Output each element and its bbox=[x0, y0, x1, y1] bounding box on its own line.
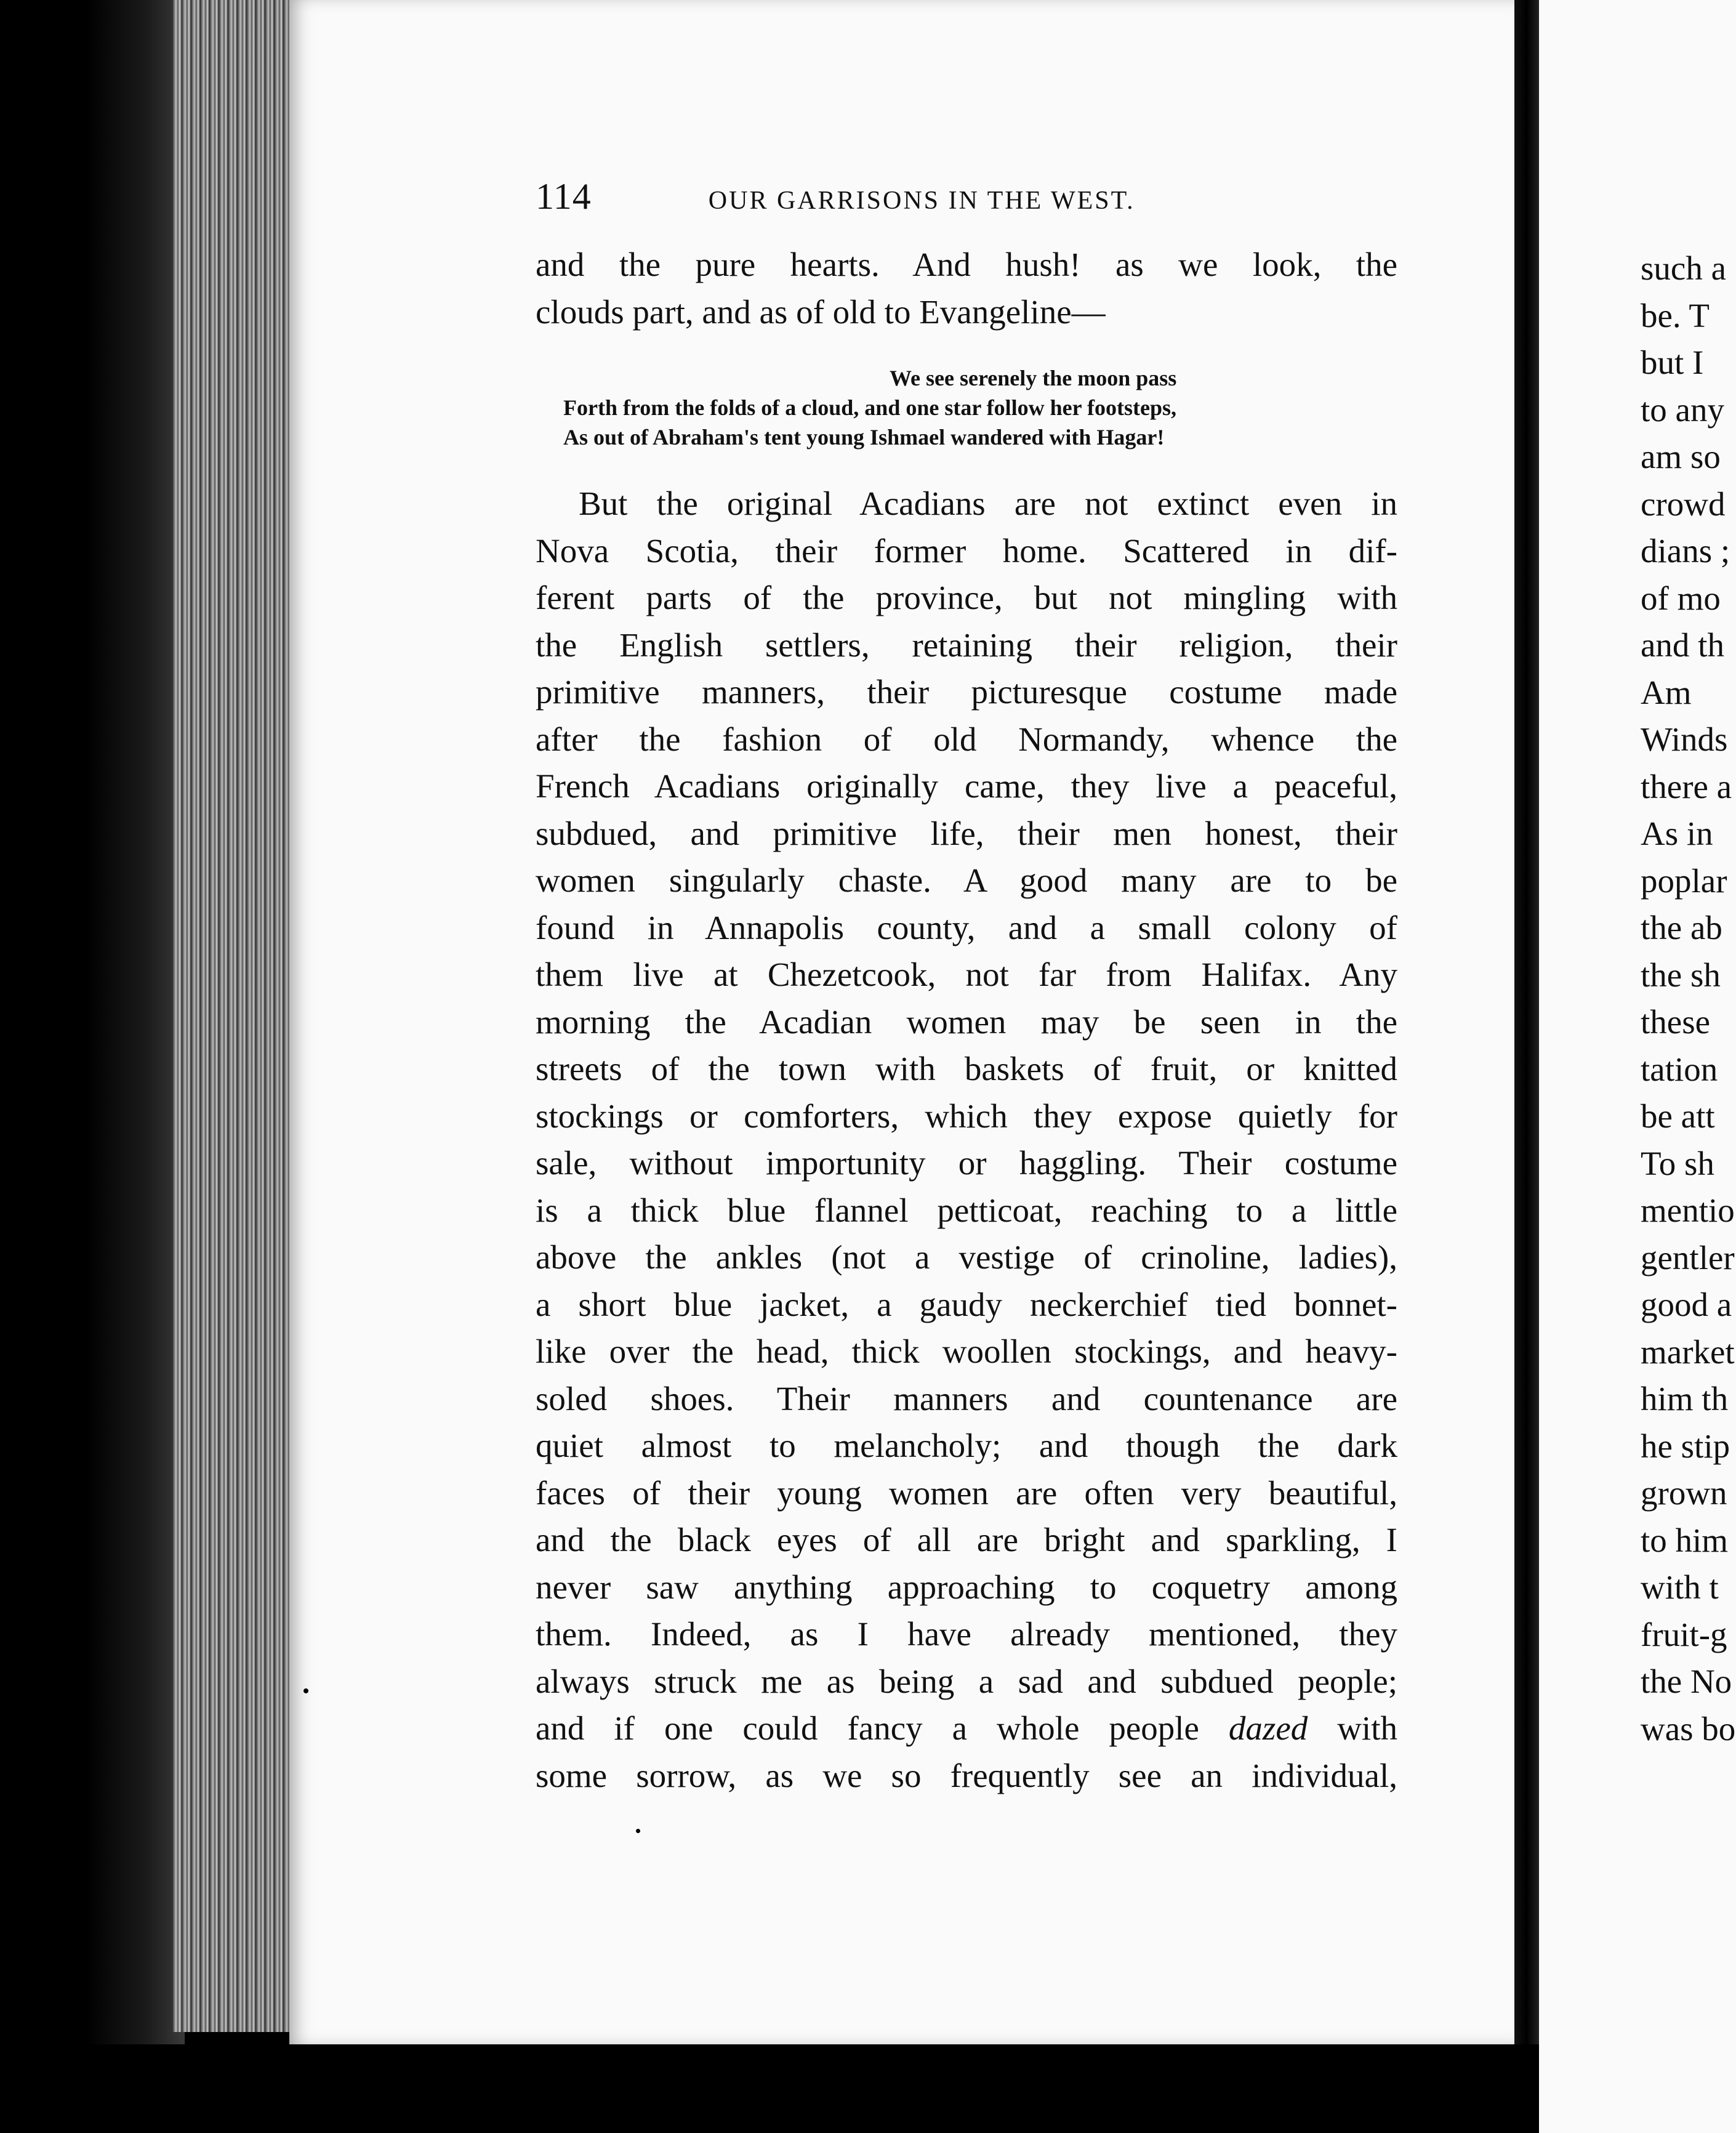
fragment-line: be. T bbox=[1641, 296, 1710, 334]
text-line: primitive manners, their picturesque costume made bbox=[536, 673, 1397, 711]
fragment-line: mentio bbox=[1641, 1191, 1735, 1229]
fragment-line: he stip bbox=[1641, 1427, 1730, 1465]
fragment-line: such a bbox=[1641, 249, 1726, 287]
fragment-line: and th bbox=[1641, 626, 1724, 664]
fragment-line: be att bbox=[1641, 1097, 1715, 1135]
page-edges bbox=[172, 0, 295, 2032]
fragment-line: the ab bbox=[1641, 909, 1722, 946]
running-head bbox=[536, 175, 1219, 225]
fragment-line: fruit-g bbox=[1641, 1615, 1727, 1653]
text-line: Nova Scotia, their former home. Scattered in dif- bbox=[536, 531, 1397, 570]
fragment-line: market bbox=[1641, 1333, 1735, 1371]
text-line: clouds part, and as of old to Evangeline— bbox=[536, 292, 1106, 331]
right-page-fragment bbox=[1539, 0, 1736, 2133]
text-line: women singularly chaste. A good many are to be bbox=[536, 861, 1397, 899]
fragment-line: grown bbox=[1641, 1474, 1727, 1512]
text-line: after the fashion of old Normandy, whence the bbox=[536, 720, 1397, 758]
text-line: some sorrow, as we so frequently see an individual, bbox=[536, 1756, 1397, 1794]
text-line: French Acadians originally came, they live a peaceful, bbox=[536, 767, 1397, 805]
fragment-line: to him bbox=[1641, 1521, 1729, 1559]
fragment-line: poplar bbox=[1641, 861, 1727, 900]
fragment-line: these bbox=[1641, 1003, 1711, 1041]
fragment-line: but I bbox=[1641, 344, 1704, 381]
text-line: them. Indeed, as I have already mentioned, they bbox=[536, 1615, 1397, 1653]
text-line: But the original Acadians are not extinct even in bbox=[579, 485, 1397, 522]
fragment-line: am so bbox=[1641, 438, 1721, 475]
text-line: faces of their young women are often very beautiful, bbox=[536, 1474, 1397, 1512]
verse-line: As out of Abraham's tent young Ishmael wandered with Hagar! bbox=[563, 425, 1165, 450]
text-segment: with bbox=[1308, 1709, 1397, 1747]
verse-quotation bbox=[563, 363, 1364, 452]
fragment-line: tation bbox=[1641, 1050, 1718, 1088]
text-line: streets of the town with baskets of fruit, or knitted bbox=[536, 1050, 1397, 1087]
fragment-line: good a bbox=[1641, 1286, 1732, 1323]
bottom-margin-dark bbox=[0, 2044, 1539, 2133]
italic-word: dazed bbox=[1228, 1709, 1308, 1747]
fragment-line: with t bbox=[1641, 1568, 1719, 1606]
right-page-text bbox=[1641, 245, 1736, 1752]
fragment-line: to any bbox=[1641, 390, 1724, 429]
page-number: 114 bbox=[536, 176, 592, 217]
fragment-line: Am bbox=[1641, 673, 1692, 711]
text-line: found in Annapolis county, and a small colony of bbox=[536, 908, 1397, 946]
text-line: subdued, and primitive life, their men honest, their bbox=[536, 814, 1397, 852]
fragment-line: gentler bbox=[1641, 1238, 1735, 1276]
text-segment: and if one could fancy a whole people bbox=[536, 1709, 1229, 1747]
book-gutter bbox=[1514, 0, 1539, 2133]
text-line: is a thick blue flannel petticoat, reaching to a little bbox=[536, 1191, 1397, 1229]
text-line: morning the Acadian women may be seen in the bbox=[536, 1002, 1397, 1041]
text-line: above the ankles (not a vestige of crinoline, ladies), bbox=[536, 1238, 1397, 1276]
fragment-line: dians ; bbox=[1641, 532, 1730, 570]
speck-mark bbox=[303, 1688, 308, 1693]
text-line: quiet almost to melancholy; and though the dark bbox=[536, 1427, 1397, 1464]
intro-paragraph bbox=[536, 241, 1397, 336]
page-edges-shadow bbox=[86, 0, 185, 2133]
fragment-line: the No bbox=[1641, 1663, 1732, 1700]
fragment-line: there a bbox=[1641, 767, 1732, 805]
text-line: and the pure hearts. And hush! as we look, the bbox=[536, 246, 1397, 283]
main-paragraph bbox=[536, 480, 1397, 1799]
fragment-line: was bo bbox=[1641, 1709, 1736, 1748]
text-line: stockings or comforters, which they expose quietly for bbox=[536, 1097, 1397, 1135]
fragment-line: him th bbox=[1641, 1380, 1729, 1417]
verse-line: We see serenely the moon pass bbox=[890, 366, 1177, 390]
verse-line: Forth from the folds of a cloud, and one star follow her footsteps, bbox=[563, 395, 1176, 420]
fragment-line: crowd bbox=[1641, 485, 1726, 523]
text-line: a short blue jacket, a gaudy neckerchief tied bonnet- bbox=[536, 1285, 1397, 1323]
text-line: and the black eyes of all are bright and sparkling, I bbox=[536, 1521, 1397, 1558]
fragment-line: of mo bbox=[1641, 579, 1721, 617]
text-line: like over the head, thick woollen stockings, and heavy- bbox=[536, 1333, 1397, 1370]
fragment-line: the sh bbox=[1641, 956, 1721, 994]
text-line bbox=[536, 1705, 1397, 1752]
fragment-line: To sh bbox=[1641, 1144, 1714, 1182]
running-title: OUR GARRISONS IN THE WEST. bbox=[708, 187, 1135, 215]
text-line: ferent parts of the province, but not mingling with bbox=[536, 579, 1397, 616]
fragment-line: Winds bbox=[1641, 720, 1728, 758]
text-line: never saw anything approaching to coquetry among bbox=[536, 1568, 1397, 1606]
speck-mark bbox=[636, 1829, 640, 1833]
text-line: sale, without importunity or haggling. Their costume bbox=[536, 1144, 1397, 1182]
text-line: soled shoes. Their manners and countenance are bbox=[536, 1379, 1397, 1417]
text-line: the English settlers, retaining their religion, their bbox=[536, 626, 1397, 664]
text-line: them live at Chezetcook, not far from Halifax. Any bbox=[536, 956, 1397, 993]
fragment-line: As in bbox=[1641, 815, 1713, 852]
text-line: always struck me as being a sad and subdued people; bbox=[536, 1662, 1397, 1700]
